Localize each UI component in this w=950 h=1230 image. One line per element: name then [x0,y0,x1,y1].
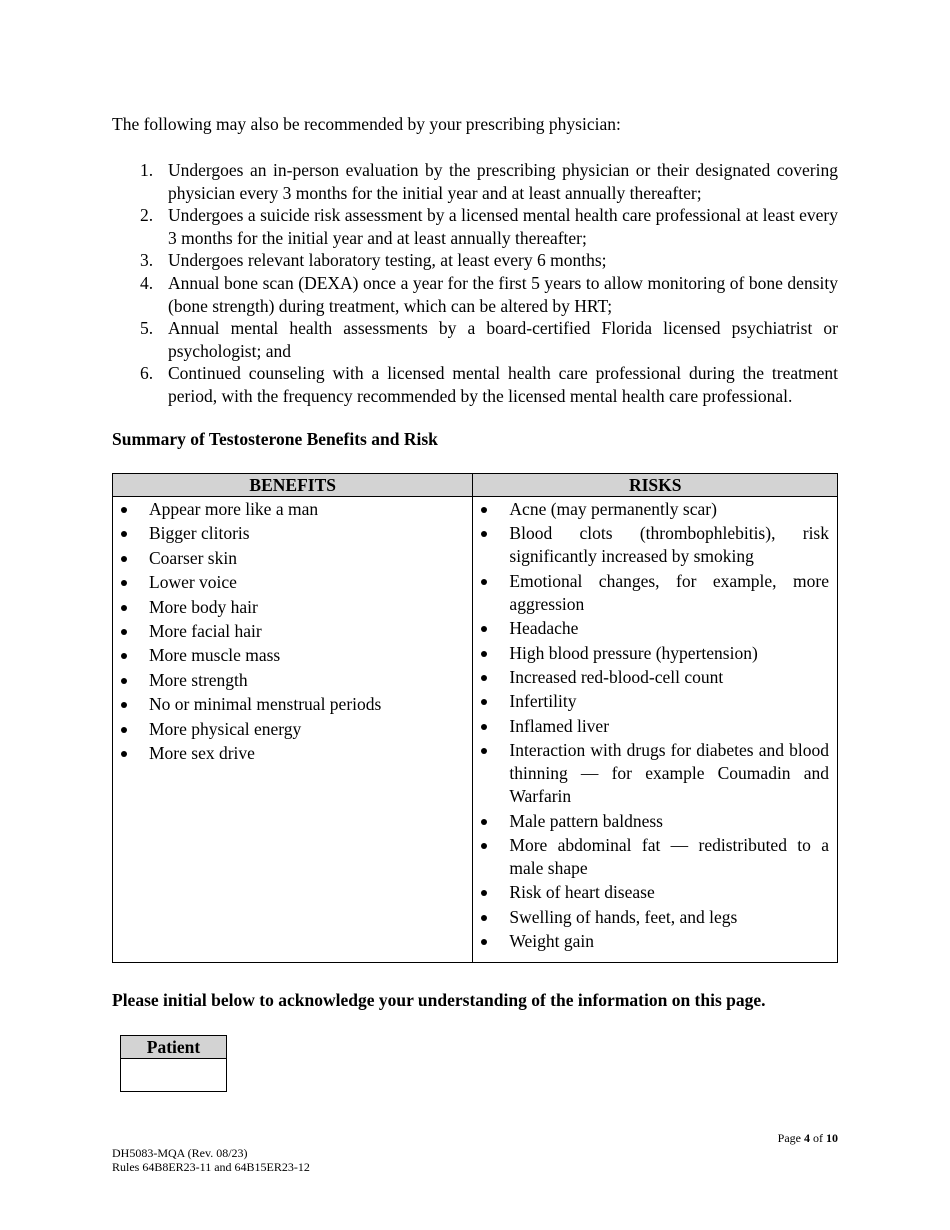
acknowledge-text: Please initial below to acknowledge your understanding of the information on this page. [112,990,766,1010]
bullet-icon [481,843,487,849]
list-item [112,159,838,204]
risk-item: High blood pressure (hypertension) [473,642,829,665]
benefit-item: More strength [113,669,464,692]
bullet-icon [121,531,127,537]
bullet-icon [481,724,487,730]
bullet-icon [481,939,487,945]
benefit-item: More physical energy [113,718,464,741]
page-number: Page 4 of 10 [777,1131,838,1145]
risk-item: Interaction with drugs for diabetes and blood thinning — for example Coumadin and Warfarin [473,739,829,808]
risks-cell [473,497,838,963]
benefit-item: Coarser skin [113,547,464,570]
bullet-icon [121,580,127,586]
benefit-item: No or minimal menstrual periods [113,693,464,716]
benefit-item: More sex drive [113,742,464,765]
benefit-item: More facial hair [113,620,464,643]
risk-item: Infertility [473,690,829,713]
intro-text: The following may also be recommended by your prescribing physician: [112,114,621,134]
bullet-icon [121,702,127,708]
summary-title: Summary of Testosterone Benefits and Risk [112,429,438,449]
bullet-icon [481,579,487,585]
risks-header: RISKS [473,474,838,497]
list-item-text: Undergoes an in-person evaluation by the prescribing physician or their designated covering physician every 3 months for the initial year and at least annually thereafter; [168,160,838,203]
list-number: 6. [140,363,154,384]
bullet-icon [481,675,487,681]
patient-header: Patient [121,1036,227,1059]
bullet-icon [481,507,487,513]
list-number: 4. [140,272,154,293]
list-number: 1. [140,160,154,180]
bullet-icon [481,890,487,896]
bullet-icon [481,626,487,632]
risk-item: Emotional changes, for example, more aggression [473,570,829,616]
risk-item: Weight gain [473,930,829,953]
form-id: DH5083-MQA (Rev. 08/23) [112,1146,248,1160]
bullet-icon [121,605,127,611]
risk-item: More abdominal fat — redistributed to a male shape [473,834,829,880]
bullet-icon [121,727,127,733]
list-item-text: Continued counseling with a licensed mental health care professional during the treatment period, with the frequency recommended by the licensed mental health care professional. [168,363,838,406]
footer [112,1146,310,1174]
risk-item: Male pattern baldness [473,810,829,833]
benefit-item: More muscle mass [113,644,464,667]
list-item-text: Annual bone scan (DEXA) once a year for the first 5 years to allow monitoring of bone density (bone strength) during treatment, which can be altered by HRT; [168,272,838,316]
benefits-header: BENEFITS [113,474,473,497]
risk-item: Increased red-blood-cell count [473,666,829,689]
list-item [112,272,838,317]
bullet-icon [121,629,127,635]
list-number: 5. [140,318,154,339]
benefit-item: Bigger clitoris [113,522,464,545]
rules-text: Rules 64B8ER23-11 and 64B15ER23-12 [112,1160,310,1174]
bullet-icon [121,556,127,562]
risks-list [473,497,837,953]
benefits-risks-table [112,473,838,963]
bullet-icon [121,653,127,659]
list-item [112,317,838,362]
bullet-icon [121,751,127,757]
risk-item: Blood clots (thrombophlebitis), risk significantly increased by smoking [473,522,829,568]
list-item [112,362,838,407]
list-item-text: Undergoes a suicide risk assessment by a licensed mental health care professional at least every 3 months for the initial year and at least annually thereafter; [168,205,838,248]
patient-initials-field[interactable] [121,1059,227,1092]
benefits-cell [113,497,473,963]
benefits-list [113,497,472,765]
risk-item: Swelling of hands, feet, and legs [473,906,829,929]
risk-item: Risk of heart disease [473,881,829,904]
risk-item: Inflamed liver [473,715,829,738]
list-item-text: Annual mental health assessments by a board-certified Florida licensed psychiatrist or psychologist; and [168,318,838,361]
bullet-icon [481,531,487,537]
list-item [112,249,838,272]
list-item [112,204,838,249]
recommendations-list [112,159,838,408]
list-number: 3. [140,250,154,271]
risk-item: Acne (may permanently scar) [473,498,829,521]
risk-item: Headache [473,617,829,640]
list-item-text: Undergoes relevant laboratory testing, at least every 6 months; [168,250,607,271]
bullet-icon [481,699,487,705]
list-number: 2. [140,205,154,226]
bullet-icon [481,819,487,825]
bullet-icon [481,748,487,754]
bullet-icon [121,678,127,684]
bullet-icon [481,651,487,657]
benefit-item: More body hair [113,596,464,619]
benefit-item: Appear more like a man [113,498,464,521]
patient-initials-box [120,1035,227,1092]
benefit-item: Lower voice [113,571,464,594]
bullet-icon [481,915,487,921]
bullet-icon [121,507,127,513]
